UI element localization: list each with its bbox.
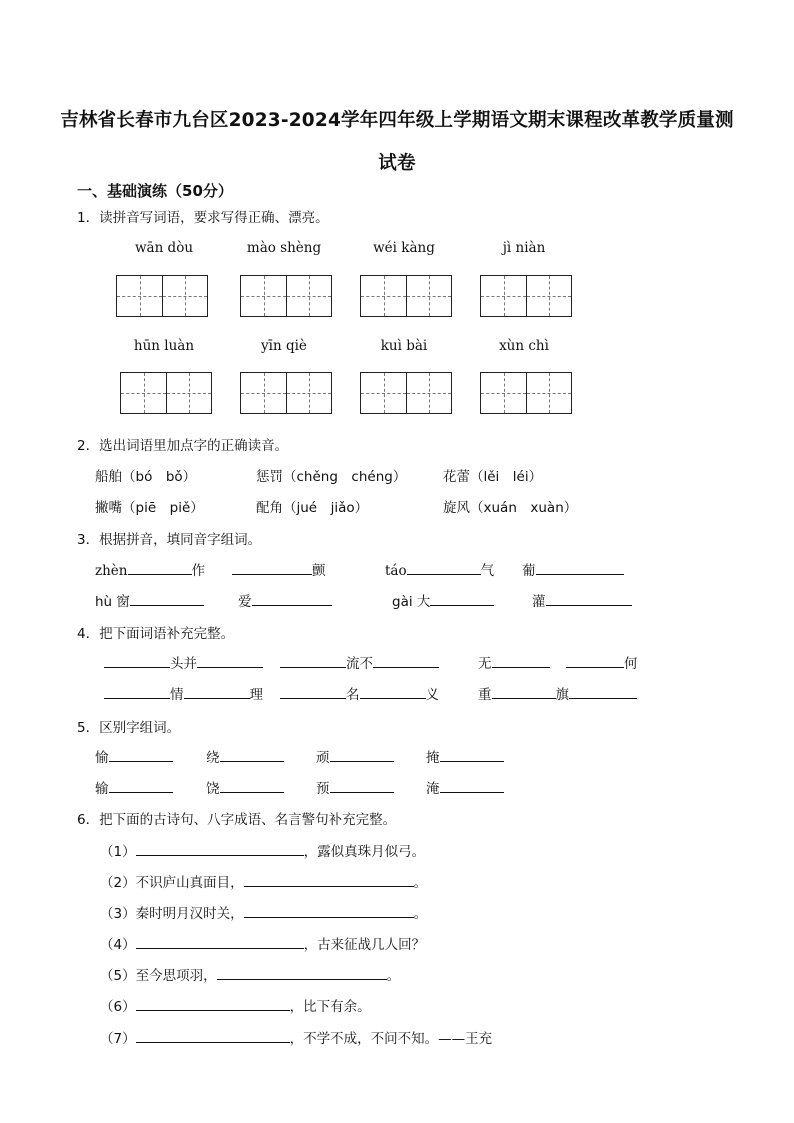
- q5-char: 预: [316, 781, 330, 797]
- blank[interactable]: [136, 1028, 290, 1043]
- q2-item-4: 撇嘴（piē piě）: [95, 500, 204, 516]
- q1-pinyin-7: kuì bài: [380, 338, 428, 354]
- q5-item: [316, 777, 394, 797]
- q2-item-1: 船舶（bó bǒ）: [95, 469, 197, 485]
- q6-line-6: [100, 995, 371, 1015]
- q2-item-3: 花蕾（lěi léi）: [443, 469, 543, 485]
- blank[interactable]: [373, 653, 439, 668]
- blank[interactable]: [492, 684, 556, 699]
- blank[interactable]: [136, 934, 304, 949]
- line-num: （1）: [100, 844, 136, 860]
- page-title: 吉林省长春市九台区2023-2024学年四年级上学期语文期末课程改革教学质量测: [60, 110, 734, 131]
- q5-char: 淹: [426, 781, 440, 797]
- q3-char: 爱: [238, 594, 252, 610]
- q2-item-2: 惩罚（chěng chéng）: [256, 469, 407, 485]
- blank[interactable]: [440, 747, 504, 762]
- line-num: （7）: [100, 1031, 136, 1047]
- q5-item: [206, 777, 284, 797]
- blank[interactable]: [104, 684, 170, 699]
- q2-item-6: 旋风（xuán xuàn）: [443, 500, 578, 516]
- q6-line-5: [100, 964, 400, 984]
- q5-char: 愉: [95, 750, 109, 766]
- q3-prompt: 3．根据拼音，填同音字组词。: [77, 532, 262, 548]
- q3-line-2d: [532, 590, 632, 610]
- blank[interactable]: [546, 591, 632, 606]
- idiom-part: 无: [478, 656, 492, 672]
- q3-char: 颤: [312, 563, 326, 579]
- q1-pinyin-3: wéi kàng: [373, 240, 435, 256]
- answer-grid-7[interactable]: [360, 372, 452, 414]
- answer-grid-4[interactable]: [480, 275, 572, 317]
- q4-line-2b: [280, 683, 439, 703]
- blank[interactable]: [430, 591, 494, 606]
- blank[interactable]: [492, 653, 550, 668]
- answer-grid-6[interactable]: [240, 372, 332, 414]
- q6-line-7: [100, 1027, 492, 1047]
- q5-char: 掩: [426, 750, 440, 766]
- blank[interactable]: [280, 684, 346, 699]
- blank[interactable]: [330, 778, 394, 793]
- q3-line-1b: [232, 559, 326, 579]
- q5-item: [426, 777, 504, 797]
- blank[interactable]: [220, 778, 284, 793]
- blank[interactable]: [566, 653, 624, 668]
- poem-text: 。: [413, 906, 428, 922]
- line-num: （6）: [100, 999, 136, 1015]
- page-title-line2: 试卷: [378, 153, 416, 174]
- q3-line-2: [95, 590, 204, 610]
- poem-text: 。: [386, 968, 401, 984]
- blank[interactable]: [232, 560, 312, 575]
- q3-line-1d: [522, 559, 624, 579]
- q6-prompt: 6．把下面的古诗句、八字成语、名言警句补充完整。: [77, 812, 397, 828]
- q5-char: 绕: [206, 750, 220, 766]
- q3-line-2c: [392, 590, 494, 610]
- q5-item: [95, 777, 173, 797]
- q4-line-1c: [478, 652, 550, 672]
- q4-line-1: [104, 652, 263, 672]
- q3-pinyin-tao: táo: [385, 563, 407, 579]
- q1-pinyin-4: jì niàn: [502, 240, 546, 256]
- blank[interactable]: [280, 653, 346, 668]
- poem-text: （3）秦时明月汉时关，: [100, 906, 244, 922]
- blank[interactable]: [128, 560, 192, 575]
- idiom-part: 何: [624, 656, 638, 672]
- q3-line-2b: [238, 590, 332, 610]
- idiom-part: 情: [170, 687, 184, 703]
- idiom-part: 理: [249, 687, 263, 703]
- q1-pinyin-2: mào shèng: [246, 240, 322, 256]
- blank[interactable]: [407, 560, 481, 575]
- q2-item-5: 配角（jué jiǎo）: [256, 500, 369, 516]
- q3-char: 作: [191, 563, 205, 579]
- q3-pinyin-hu: hù 窗: [95, 594, 130, 610]
- idiom-part: 名: [346, 687, 360, 703]
- q6-line-4: [100, 933, 425, 953]
- answer-grid-2[interactable]: [240, 275, 332, 317]
- q5-item: [426, 746, 504, 766]
- blank[interactable]: [330, 747, 394, 762]
- poem-text: （5）至今思项羽，: [100, 968, 217, 984]
- blank[interactable]: [252, 591, 332, 606]
- q5-char: 顽: [316, 750, 330, 766]
- blank[interactable]: [440, 778, 504, 793]
- q5-item: [95, 746, 173, 766]
- blank[interactable]: [197, 653, 263, 668]
- blank[interactable]: [136, 841, 304, 856]
- poem-text: ，不学不成，不问不知。——王充: [289, 1031, 493, 1047]
- q1-pinyin-5: hūn luàn: [133, 338, 195, 354]
- blank[interactable]: [136, 996, 290, 1011]
- answer-grid-3[interactable]: [360, 275, 452, 317]
- idiom-part: 义: [425, 687, 439, 703]
- idiom-part: 旗: [555, 687, 569, 703]
- poem-text: ，露似真珠月似弓。: [303, 844, 426, 860]
- answer-grid-8[interactable]: [480, 372, 572, 414]
- poem-text: （2）不识庐山真面目，: [100, 875, 244, 891]
- blank[interactable]: [104, 653, 170, 668]
- blank[interactable]: [536, 560, 624, 575]
- q3-line-1: [95, 559, 205, 579]
- idiom-part: 头并: [170, 656, 197, 672]
- line-num: （4）: [100, 937, 136, 953]
- section-heading: 一、基础演练（50分）: [77, 182, 233, 200]
- q1-pinyin-6: yīn qiè: [261, 338, 307, 354]
- q3-pinyin-zhen: zhèn: [95, 563, 128, 579]
- blank[interactable]: [569, 684, 637, 699]
- blank[interactable]: [360, 684, 426, 699]
- answer-grid-1[interactable]: [116, 275, 208, 317]
- q2-prompt: 2．选出词语里加点字的正确读音。: [77, 438, 289, 454]
- q4-line-2: [104, 683, 263, 703]
- q4-line-1d: [566, 652, 638, 672]
- blank[interactable]: [220, 747, 284, 762]
- q6-line-2: [100, 871, 427, 891]
- q5-char: 饶: [206, 781, 220, 797]
- answer-grid-5[interactable]: [120, 372, 212, 414]
- q5-prompt: 5．区别字组词。: [77, 720, 181, 736]
- q5-item: [206, 746, 284, 766]
- q1-prompt: 1．读拼音写词语，要求写得正确、漂亮。: [77, 210, 329, 226]
- q4-prompt: 4．把下面词语补充完整。: [77, 626, 235, 642]
- q1-pinyin-1: wān dòu: [134, 240, 194, 256]
- blank[interactable]: [244, 872, 414, 887]
- q3-char: 灌: [532, 594, 546, 610]
- idiom-part: 重: [478, 687, 492, 703]
- q3-line-1c: [385, 559, 494, 579]
- blank[interactable]: [109, 778, 173, 793]
- q4-line-2c: [478, 683, 637, 703]
- q3-char: 气: [480, 563, 495, 579]
- q3-pinyin-gai: gài 大: [392, 594, 431, 610]
- blank[interactable]: [184, 684, 250, 699]
- blank[interactable]: [217, 965, 387, 980]
- blank[interactable]: [109, 747, 173, 762]
- idiom-part: 流不: [346, 656, 373, 672]
- q4-line-1b: [280, 652, 439, 672]
- poem-text: 。: [413, 875, 428, 891]
- q6-line-3: [100, 902, 427, 922]
- q6-line-1: [100, 840, 425, 860]
- poem-text: ，比下有余。: [289, 999, 371, 1015]
- blank[interactable]: [244, 903, 414, 918]
- q5-char: 输: [95, 781, 109, 797]
- blank[interactable]: [130, 591, 204, 606]
- q1-pinyin-8: xùn chì: [499, 338, 549, 354]
- poem-text: ，古来征战几人回？: [303, 937, 426, 953]
- q3-char: 葡: [522, 563, 536, 579]
- q5-item: [316, 746, 394, 766]
